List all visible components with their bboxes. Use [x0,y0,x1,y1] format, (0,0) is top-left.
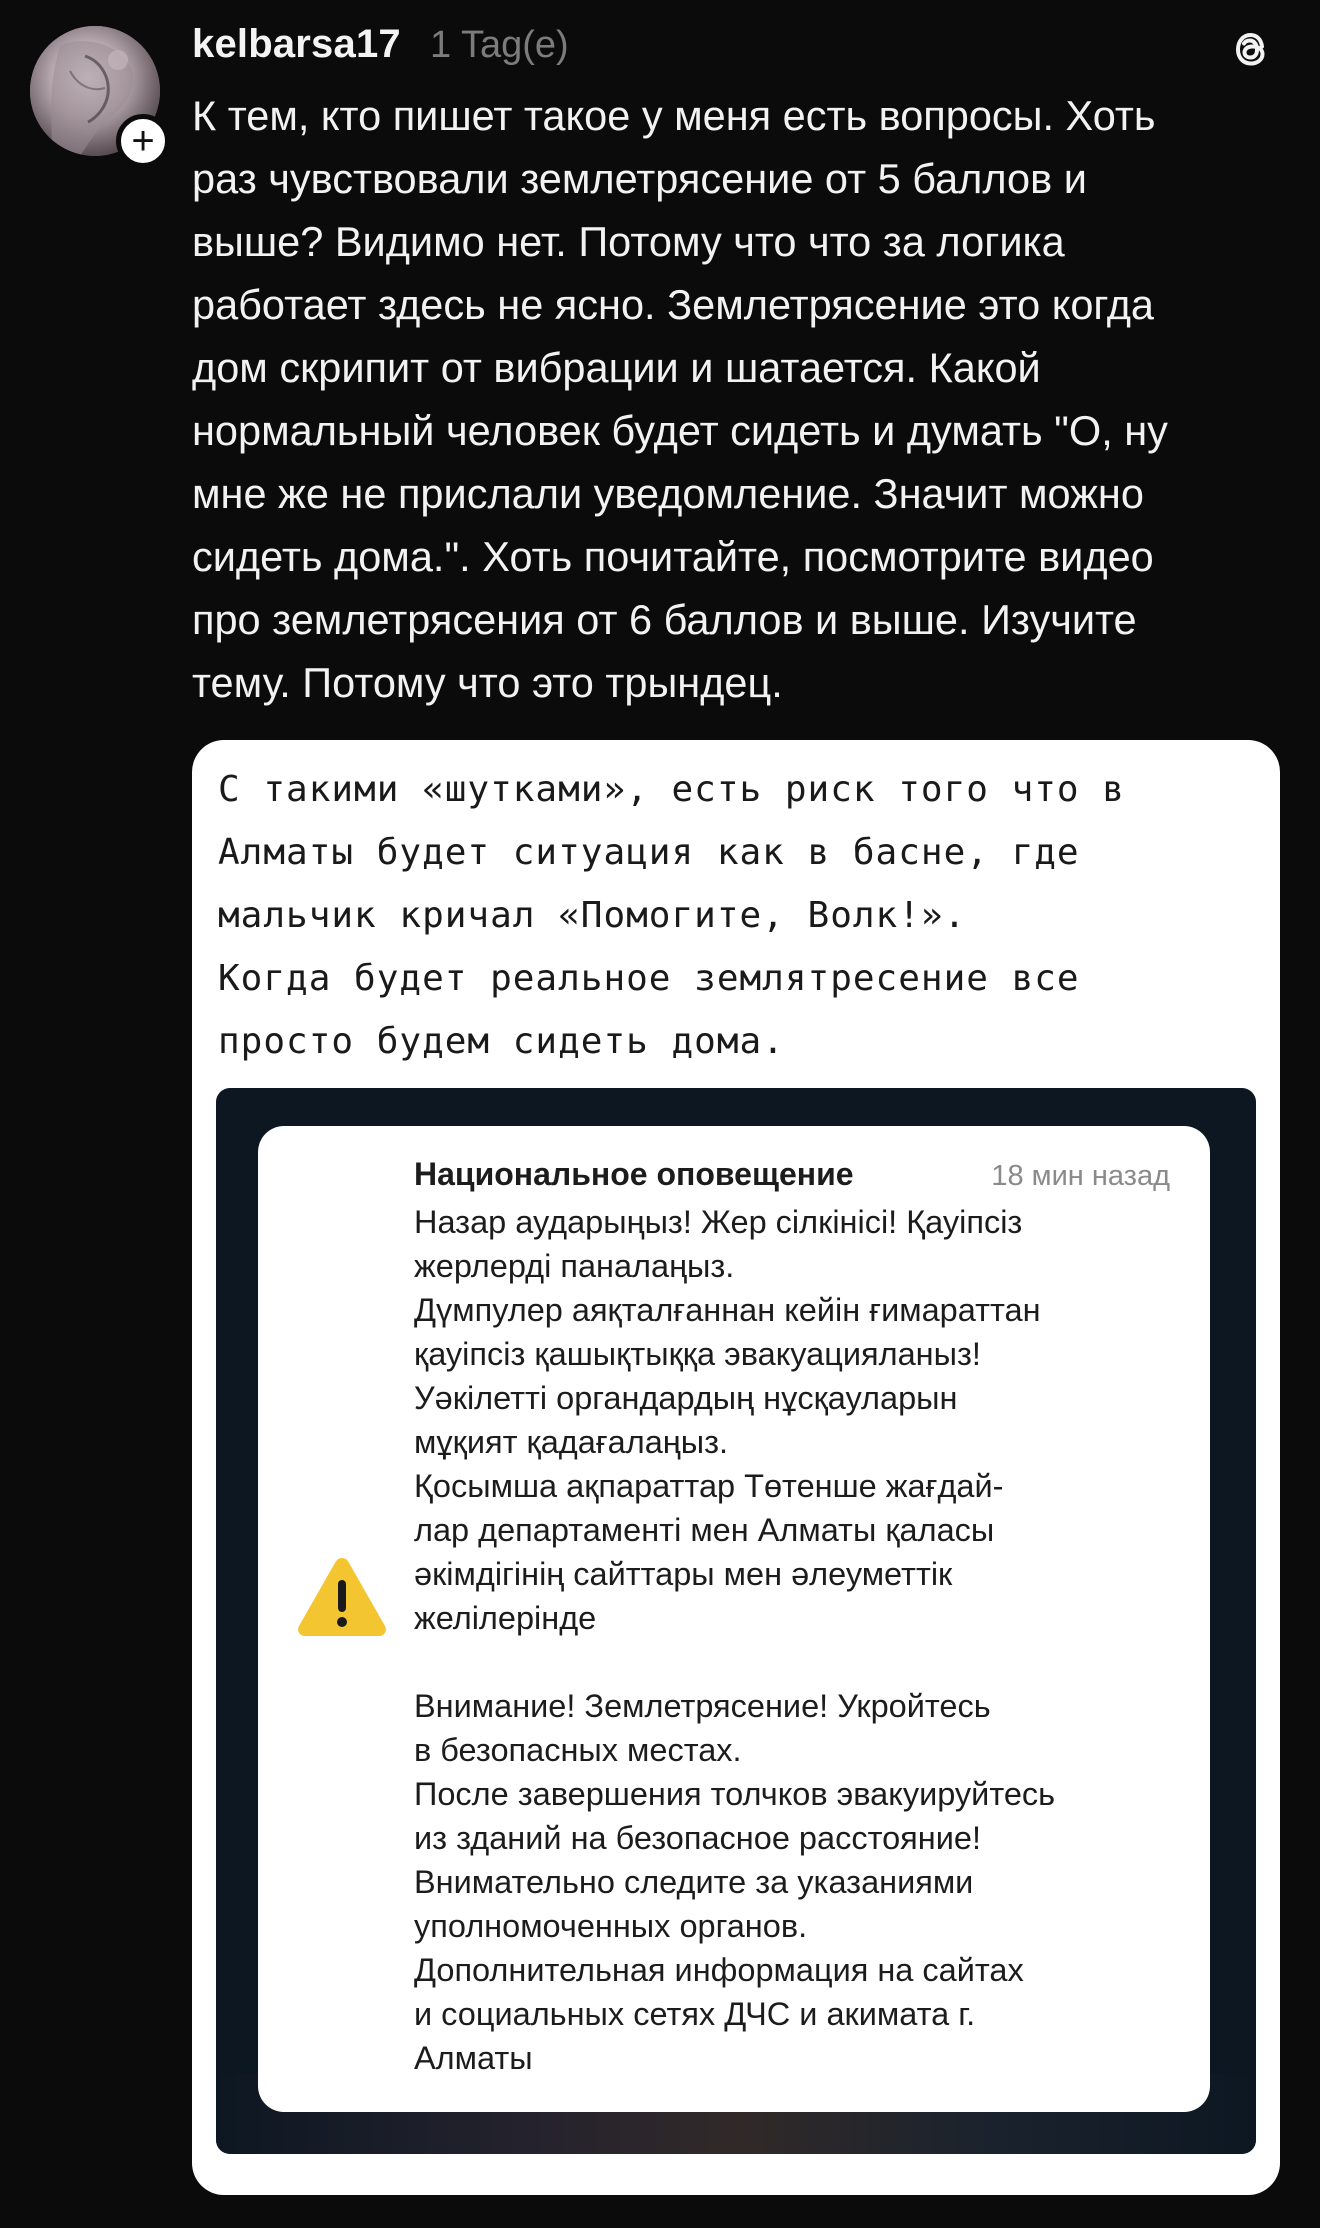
notification-screenshot [216,1088,1256,2154]
post-username[interactable]: kelbarsa17 [192,22,401,66]
warning-triangle-icon [294,1552,390,1642]
attached-image[interactable] [192,740,1280,2195]
notification-title: Национальное оповещение [414,1156,854,1192]
emergency-notification [258,1126,1210,2112]
image-handwritten-text: С такими «шутками», есть риск того что в Алматы будет ситуация как в басне, где мальчик кричал «Помогите, Волк!». Когда будет реальное землятресение все просто будем сидеть дома. [218,769,1125,1062]
notification-body-russian: Внимание! Землетрясение! Укройтесь в безопасных местах. После завершения толчков эвакуируйтесь из зданий на безопасное расстояние! Внимательно следите за указаниями уполномоченных органов. Дополнительная информация на сайтах и социальных сетях ДЧС и акимата г. Алматы [414,1688,1056,2076]
plus-icon: + [131,119,155,163]
notification-body-kazakh: Назар аударыңыз! Жер сілкінісі! Қауіпсіз жерлерді паналаңыз. Дүмпулер аяқталғаннан кейін ғимараттан қауіпсіз қашықтыққа эвакуацияланыз! Уәкілетті органдардың нұсқауларын мұқият қадағалаңыз. Қосымша ақпараттар Төтенше жағдай- лар департаменті мен Алматы қаласы әкімдігінің сайттары мен әлеуметтік желілерінде [414,1204,1041,1636]
post-text: К тем, кто пишет такое у меня есть вопросы. Хоть раз чувствовали землетрясение от 5 баллов и выше? Видимо нет. Потому что что за логика работает здесь не ясно. Землетрясение это когда дом скрипит от вибрации и шатается. Какой нормальный человек будет сидеть и думать "О, ну мне же не прислали уведомление. Значит можно сидеть дома.". Хоть почитайте, посмотрите видео про землетрясения от 6 баллов и выше. Изучите тему. Потому что это трындец. [192,92,1168,706]
notification-time: 18 мин назад [991,1160,1170,1192]
threads-logo-icon[interactable] [1226,24,1276,74]
follow-plus-button[interactable] [116,114,170,168]
post-timestamp: 1 Tag(e) [430,24,569,66]
